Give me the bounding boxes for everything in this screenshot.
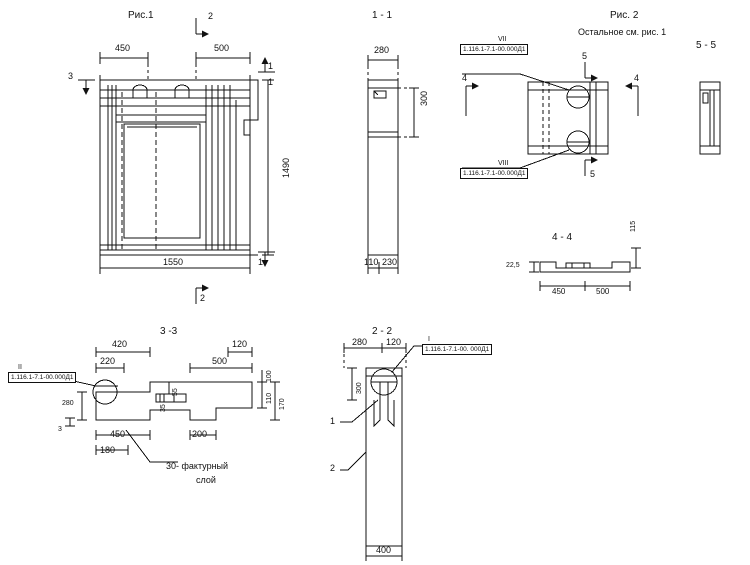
callout-2-code: 1.116.1-7.1-00.000Д1: [8, 372, 76, 383]
callout-7-label: VII: [498, 36, 507, 43]
fig2-note: Остальное см. рис. 1: [578, 27, 667, 37]
callout-1-label: I: [428, 336, 430, 343]
section-5-5-title: 5 - 5: [696, 40, 717, 51]
callout-2-label: II: [18, 364, 22, 371]
sec22-dim-300: 300: [356, 382, 363, 394]
fig2-mark-5-bottom: 5: [590, 169, 596, 179]
sec33-dim-3: 3: [58, 426, 62, 433]
sec33-note-line2: слой: [196, 475, 216, 485]
fig1-title: Рис.1: [128, 10, 154, 21]
sec33-dim-450: 450: [110, 429, 126, 439]
sec33-dim-420: 420: [112, 339, 128, 349]
sec33-dim-220: 220: [100, 356, 116, 366]
sec33-dim-35: 35: [160, 404, 167, 412]
sec33-dim-180: 180: [100, 445, 116, 455]
fig2-mark-4-right: 4: [634, 73, 640, 83]
sec11-dim-230: 230: [382, 257, 398, 267]
sec44-dim-500: 500: [596, 287, 610, 296]
sec33-note-line1: 30- фактурный: [166, 461, 229, 471]
sec11-dim-280: 280: [374, 45, 390, 55]
sec22-leader-2: 2: [330, 463, 336, 473]
sec22-dim-280: 280: [352, 337, 368, 347]
fig1-dim-450: 450: [115, 43, 131, 53]
sec33-dim-280: 280: [62, 400, 74, 407]
fig1-mark-1-right: 1: [268, 77, 274, 87]
fig1-mark-1-bottom: 1: [258, 257, 264, 267]
sec33-dim-110: 110: [266, 392, 273, 404]
fig2-title: Рис. 2: [610, 10, 639, 21]
fig1-mark-2-bottom: 2: [200, 293, 206, 303]
fig1-mark-1-top: 1: [268, 61, 274, 71]
sec44-dim-450: 450: [552, 287, 566, 296]
fig2-mark-5-top: 5: [582, 51, 588, 61]
sec11-dim-300: 300: [419, 90, 429, 106]
fig1-dim-1490: 1490: [281, 157, 291, 178]
sec11-dim-110: 110: [364, 257, 379, 267]
sec22-dim-120: 120: [386, 337, 402, 347]
callout-7-code: 1.116.1-7.1-00.000Д1: [460, 44, 528, 55]
sec33-dim-500: 500: [212, 356, 228, 366]
sec33-dim-55: 55: [172, 388, 179, 396]
fig2-mark-4-left: 4: [462, 73, 468, 83]
section-3-3-title: 3 -3: [160, 326, 178, 337]
callout-8-label: VIII: [498, 160, 509, 167]
fig1-mark-3: 3: [68, 71, 74, 81]
sec33-dim-200: 200: [192, 429, 208, 439]
sec44-dim-115: 115: [630, 220, 637, 232]
section-1-1-title: 1 - 1: [372, 10, 393, 21]
sec33-dim-170: 170: [279, 398, 286, 410]
sec33-dim-100: 100: [266, 370, 273, 382]
section-2-2-title: 2 - 2: [372, 326, 393, 337]
sec22-leader-1: 1: [330, 416, 336, 426]
callout-1-code: 1.116.1-7.1-00. 000Д1: [422, 344, 492, 355]
callout-8-code: 1.116.1-7.1-00.000Д1: [460, 168, 528, 179]
fig1-dim-1550: 1550: [163, 257, 184, 267]
fig1-mark-2-top: 2: [208, 11, 214, 21]
fig1-dim-500: 500: [214, 43, 230, 53]
section-4-4-title: 4 - 4: [552, 232, 573, 243]
sec33-dim-120: 120: [232, 339, 248, 349]
sec22-dim-400: 400: [376, 545, 392, 555]
sec44-dim-22-5: 22,5: [506, 262, 520, 269]
